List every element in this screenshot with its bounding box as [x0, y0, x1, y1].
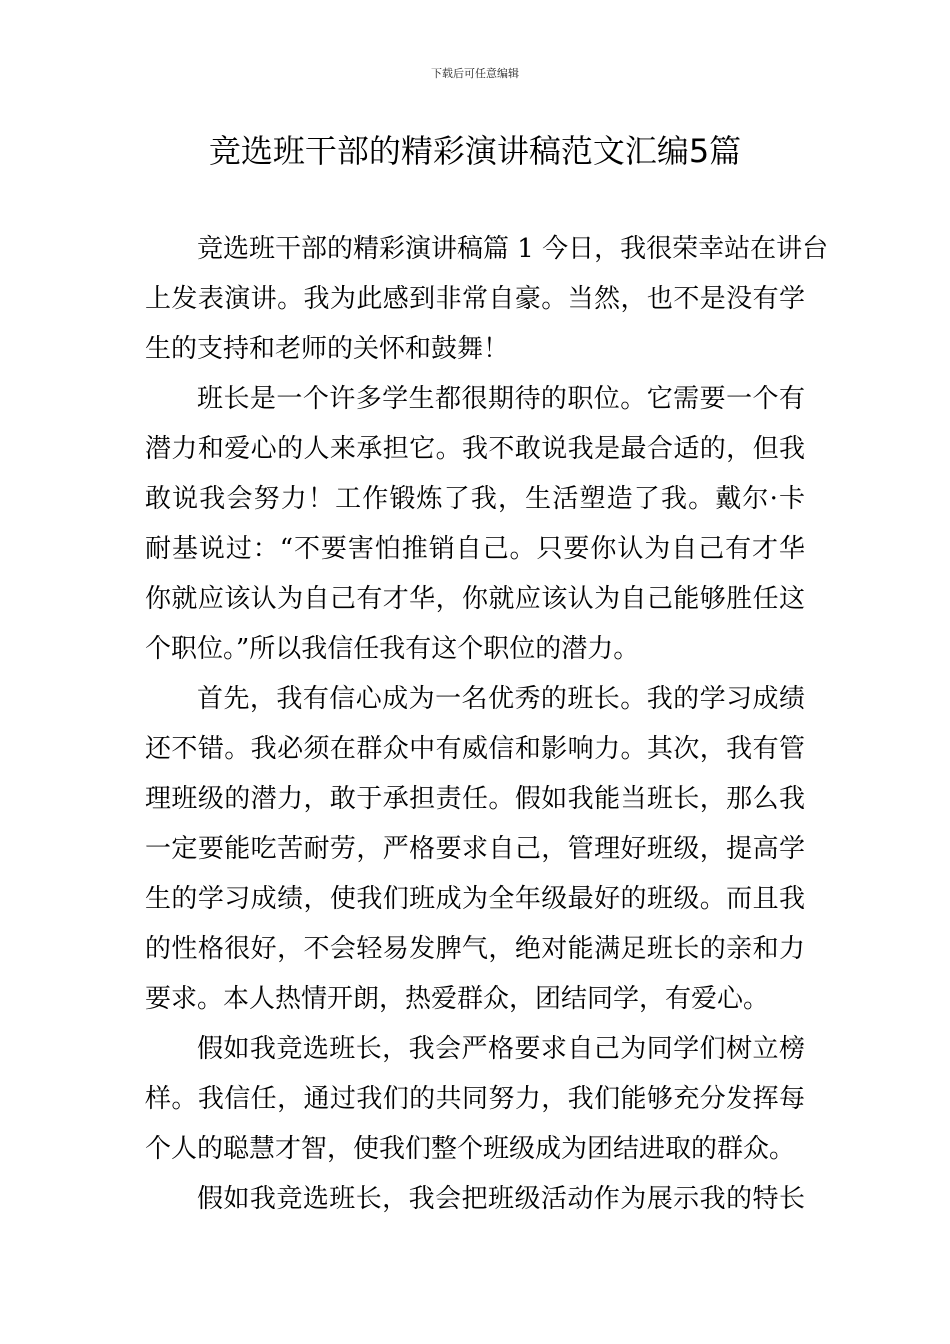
paragraph-4 — [145, 1024, 805, 1174]
text-line: 的性格很好，不会轻易发脾气，绝对能满足班长的亲和力 — [145, 934, 805, 964]
text-line: 理班级的潜力，敢于承担责任。假如我能当班长，那么我 — [145, 784, 805, 814]
paragraph-1 — [145, 224, 829, 374]
text-line: 还不错。我必须在群众中有威信和影响力。其次，我有管 — [145, 734, 805, 764]
header-note: 下载后可任意编辑 — [431, 67, 519, 80]
text-line: 耐基说过：“不要害怕推销自己。只要你认为自己有才华 — [145, 534, 805, 564]
text-line: 要求。本人热情开朗，热爱群众，团结同学，有爱心。 — [145, 984, 770, 1014]
document-body — [145, 224, 829, 1224]
text-line: 上发表演讲。我为此感到非常自豪。当然，也不是没有学 — [145, 284, 805, 314]
text-line: 首先，我有信心成为一名优秀的班长。我的学习成绩 — [197, 684, 805, 714]
text-line: 竞选班干部的精彩演讲稿篇 1 今日，我很荣幸站在讲台 — [197, 234, 829, 264]
paragraph-5 — [145, 1174, 805, 1224]
text-line: 生的学习成绩，使我们班成为全年级最好的班级。而且我 — [145, 884, 805, 914]
text-line: 假如我竞选班长，我会严格要求自己为同学们树立榜 — [197, 1034, 805, 1064]
text-line: 一定要能吃苦耐劳，严格要求自己，管理好班级，提高学 — [145, 834, 805, 864]
paragraph-2 — [145, 374, 805, 674]
text-line: 潜力和爱心的人来承担它。我不敢说我是最合适的，但我 — [145, 434, 805, 464]
text-line: 假如我竞选班长，我会把班级活动作为展示我的特长 — [197, 1184, 805, 1214]
paragraph-3 — [145, 674, 805, 1024]
text-line: 敢说我会努力！工作锻炼了我，生活塑造了我。戴尔·卡 — [145, 484, 805, 514]
text-line: 样。我信任，通过我们的共同努力，我们能够充分发挥每 — [145, 1084, 805, 1114]
text-line: 个职位。”所以我信任我有这个职位的潜力。 — [145, 634, 640, 664]
document-title: 竞选班干部的精彩演讲稿范文汇编5篇 — [208, 132, 742, 170]
text-line: 班长是一个许多学生都很期待的职位。它需要一个有 — [197, 384, 805, 414]
text-line: 你就应该认为自己有才华，你就应该认为自己能够胜任这 — [145, 584, 805, 614]
text-line: 个人的聪慧才智，使我们整个班级成为团结进取的群众。 — [145, 1134, 796, 1164]
text-line: 生的支持和老师的关怀和鼓舞！ — [145, 334, 510, 364]
